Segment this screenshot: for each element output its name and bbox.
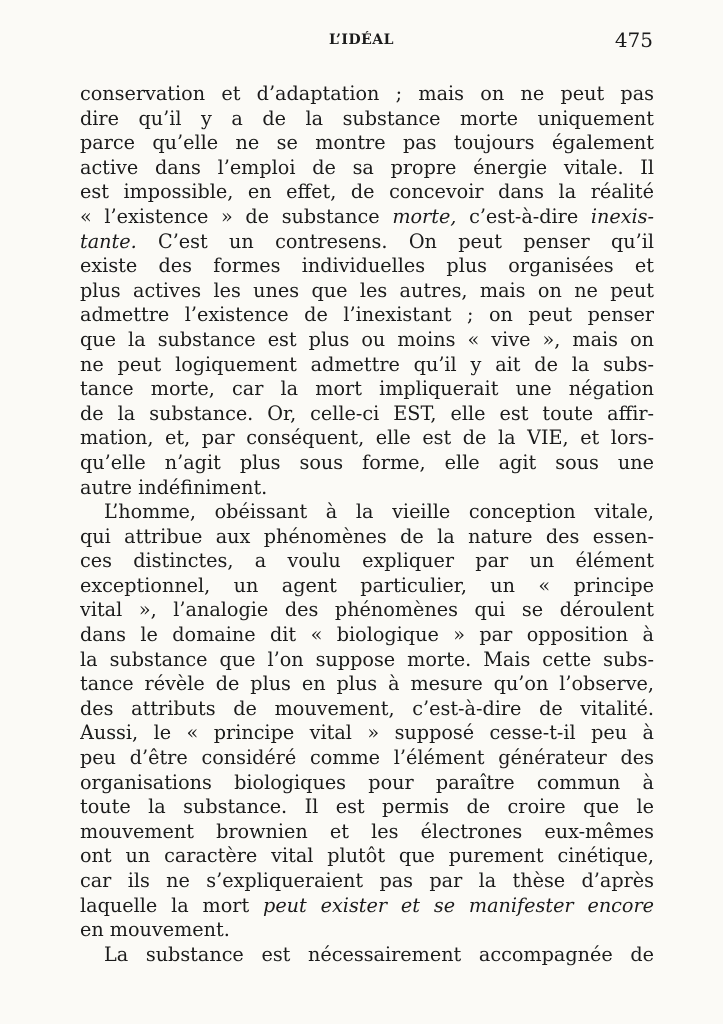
text-line [80,820,654,845]
text-run: toute la substance. Il est permis de croire que le [80,795,654,819]
text-run: dire qu’il y a de la substance morte uniquement [80,106,654,130]
text-run: conservation et d’adaptation ; mais on ne peut pas [80,82,654,105]
text-line [80,549,654,574]
text-line [80,746,654,771]
text-line [80,500,654,525]
text-line [80,180,654,205]
text-line [80,771,654,796]
text-run: laquelle la mort [80,893,264,917]
body-text [80,82,654,967]
text-run: L’homme, obéissant à la vieille conception vitale, [104,500,654,524]
text-run: qui attribue aux phénomènes de la nature des essen- [80,524,654,548]
text-line [80,894,654,919]
text-line [80,525,654,550]
text-run: organisations biologiques pour paraître commun à [80,770,654,794]
text-run: qu’elle n’agit plus sous forme, elle agit sous une [80,450,654,474]
text-line [80,598,654,623]
text-line [80,107,654,132]
text-run: car ils ne s’expliqueraient pas par la thèse d’après [80,869,654,892]
text-line [80,426,654,451]
text-run: existe des formes individuelles plus organisées et [80,254,654,278]
text-line [80,918,654,943]
text-run: Aussi, le « principe vital » supposé cesse-t-il peu à [80,721,654,745]
text-run: « l’existence » de substance [80,204,393,228]
text-line [80,402,654,427]
text-run: mation, et, par conséquent, elle est de la VIE, et lors- [80,426,654,450]
text-run: c’est-à-dire [456,204,591,228]
text-line [80,279,654,304]
text-line [80,353,654,378]
text-run: que la substance est plus ou moins « vive », mais on [80,327,654,351]
text-line [80,328,654,353]
text-line [80,574,654,599]
text-line [80,648,654,673]
text-run: peu d’être considéré comme l’élément générateur des [80,746,654,770]
text-run: active dans l’emploi de sa propre énergie vitale. Il [80,155,654,179]
text-line [80,377,654,402]
text-line [80,869,654,894]
text-run: exceptionnel, un agent particulier, un « principe [80,573,654,597]
text-run: mouvement brownien et les électrones eux-mêmes [80,819,654,843]
text-run: la substance que l’on suppose morte. Mais cette subs- [80,647,654,671]
text-run: La substance est nécessairement accompagnée de [104,942,654,966]
text-line [80,721,654,746]
italic-run: tante. [80,229,137,253]
text-line [80,230,654,255]
text-run: vital », l’analogie des phénomènes qui se déroulent [80,598,654,622]
text-line [80,156,654,181]
text-line [80,254,654,279]
text-line [80,476,654,501]
running-head [0,28,723,54]
text-run: ne peut logiquement admettre qu’il y ait de la subs- [80,352,654,376]
text-run: de la substance. Or, celle-ci EST, elle est toute affir- [80,401,654,425]
text-run: admettre l’existence de l’inexistant ; on peut penser [80,303,654,327]
text-line [80,623,654,648]
italic-run: morte, [392,204,457,228]
text-line [80,943,654,968]
text-run: autre indéfiniment. [80,475,268,499]
text-run: ces distinctes, a voulu expliquer par un élément [80,549,654,573]
running-title: L’IDÉAL [329,32,394,48]
page-number: 475 [614,28,653,52]
italic-run: inexis- [590,204,654,228]
text-run: tance morte, car la mort impliquerait une négation [80,377,654,401]
text-line [80,672,654,697]
text-run: des attributs de mouvement, c’est-à-dire de vitalité. [80,696,654,720]
text-run: dans le domaine dit « biologique » par opposition à [80,623,654,647]
text-line [80,303,654,328]
text-run: ont un caractère vital plutôt que purement cinétique, [80,844,654,868]
text-run: C’est un contresens. On peut penser qu’il [136,229,654,253]
text-line [80,795,654,820]
text-line [80,844,654,869]
text-line [80,697,654,722]
text-run: est impossible, en effet, de concevoir dans la réalité [80,180,654,204]
text-run: parce qu’elle ne se montre pas toujours également [80,131,654,155]
text-line [80,131,654,156]
text-line [80,451,654,476]
text-run: en mouvement. [80,918,230,942]
italic-run: peut exister et se manifester encore [263,893,654,917]
text-line [80,82,654,107]
text-run: plus actives les unes que les autres, mais on ne peut [80,278,654,302]
text-run: tance révèle de plus en plus à mesure qu’on l’observe, [80,672,654,696]
text-line [80,205,654,230]
